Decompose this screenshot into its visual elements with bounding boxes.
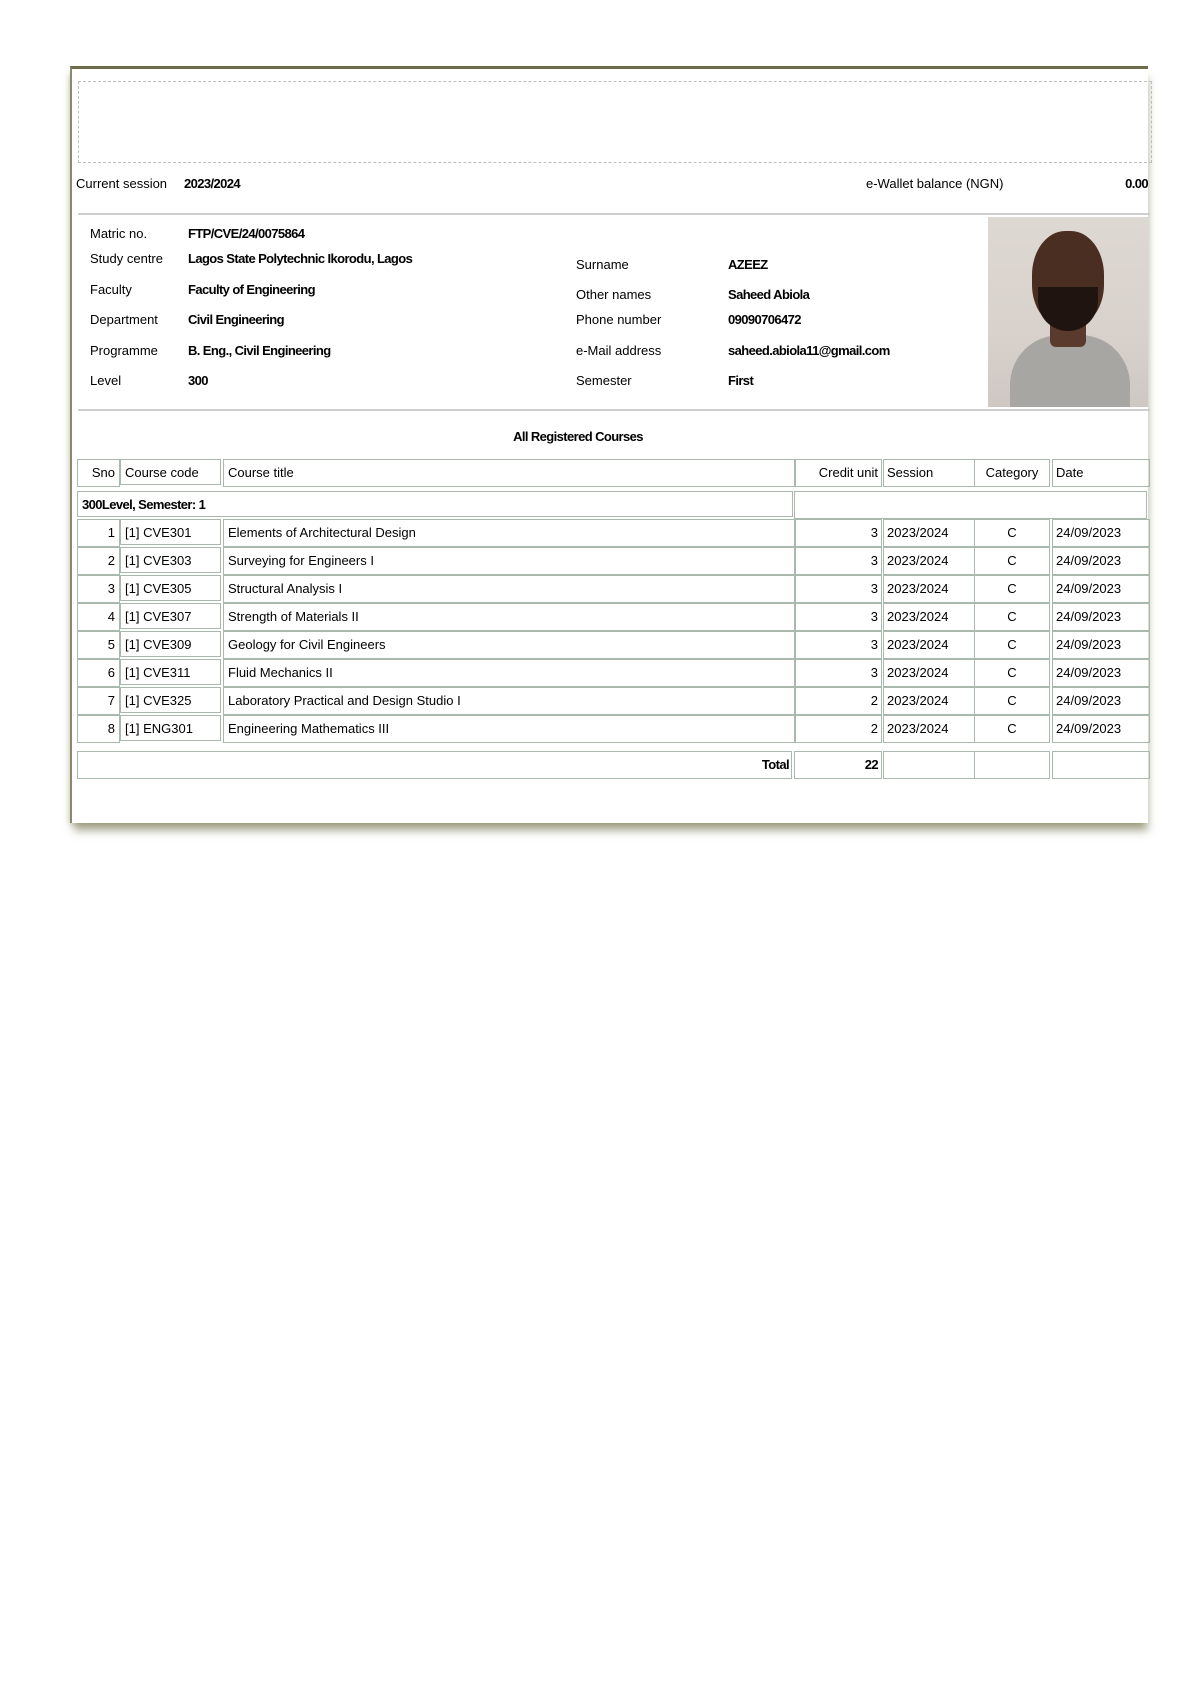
date-cell: 24/09/2023 xyxy=(1052,575,1150,603)
sno-cell: 7 xyxy=(77,687,120,715)
course-code-cell: [1] ENG301 xyxy=(120,715,221,741)
programme-label: Programme xyxy=(90,343,158,358)
credit-unit-cell: 3 xyxy=(794,603,882,631)
sno-cell: 6 xyxy=(77,659,120,687)
credit-unit-cell: 3 xyxy=(794,519,882,547)
date-cell: 24/09/2023 xyxy=(1052,547,1150,575)
session-cell: 2023/2024 xyxy=(883,575,975,603)
surname-label: Surname xyxy=(576,257,629,272)
session-cell: 2023/2024 xyxy=(883,631,975,659)
table-row xyxy=(77,519,1147,547)
course-title-cell: Fluid Mechanics II xyxy=(223,659,796,687)
sno-cell: 2 xyxy=(77,547,120,575)
header-banner xyxy=(78,81,1152,163)
sno-cell: 4 xyxy=(77,603,120,631)
table-total-row xyxy=(77,751,1147,779)
faculty-label: Faculty xyxy=(90,282,132,297)
table-header-row xyxy=(77,459,1147,487)
table-row xyxy=(77,631,1147,659)
table-row xyxy=(77,659,1147,687)
level-value: 300 xyxy=(188,373,208,388)
divider xyxy=(78,409,1150,411)
surname-value: AZEEZ xyxy=(728,257,768,272)
course-title-cell: Surveying for Engineers I xyxy=(223,547,796,575)
course-title-cell: Elements of Architectural Design xyxy=(223,519,796,547)
header-category: Category xyxy=(974,459,1050,487)
matric-label: Matric no. xyxy=(90,226,148,241)
course-code-cell: [1] CVE307 xyxy=(120,603,221,629)
course-code-cell: [1] CVE309 xyxy=(120,631,221,657)
current-session-value: 2023/2024 xyxy=(184,176,241,191)
date-cell: 24/09/2023 xyxy=(1052,687,1150,715)
table-row xyxy=(77,575,1147,603)
category-cell: C xyxy=(974,519,1050,547)
wallet-balance-value: 0.00 xyxy=(1125,176,1148,191)
date-cell: 24/09/2023 xyxy=(1052,519,1150,547)
programme-value: B. Eng., Civil Engineering xyxy=(188,343,331,358)
sno-cell: 8 xyxy=(77,715,120,743)
sno-cell: 3 xyxy=(77,575,120,603)
header-course-code: Course code xyxy=(120,459,221,485)
course-code-cell: [1] CVE301 xyxy=(120,519,221,545)
date-cell: 24/09/2023 xyxy=(1052,631,1150,659)
credit-unit-cell: 2 xyxy=(794,715,882,743)
phone-value: 09090706472 xyxy=(728,312,801,327)
course-code-cell: [1] CVE311 xyxy=(120,659,221,685)
course-registration-sheet xyxy=(70,66,1148,823)
wallet-balance-label: e-Wallet balance (NGN) xyxy=(866,176,1004,191)
header-date: Date xyxy=(1052,459,1150,487)
phone-label: Phone number xyxy=(576,312,662,327)
credit-unit-cell: 3 xyxy=(794,631,882,659)
category-cell: C xyxy=(974,631,1050,659)
date-cell: 24/09/2023 xyxy=(1052,659,1150,687)
email-value: saheed.abiola11@gmail.com xyxy=(728,343,890,358)
header-sno: Sno xyxy=(77,459,120,487)
group-label: 300Level, Semester: 1 xyxy=(77,491,793,517)
course-title-cell: Laboratory Practical and Design Studio I xyxy=(223,687,796,715)
category-cell: C xyxy=(974,603,1050,631)
course-code-cell: [1] CVE325 xyxy=(120,687,221,713)
total-empty-date xyxy=(1052,751,1150,779)
session-cell: 2023/2024 xyxy=(883,659,975,687)
header-course-title: Course title xyxy=(223,459,796,487)
credit-unit-cell: 3 xyxy=(794,575,882,603)
semester-label: Semester xyxy=(576,373,632,388)
total-value: 22 xyxy=(794,751,882,779)
header-credit-unit: Credit unit xyxy=(794,459,882,487)
category-cell: C xyxy=(974,715,1050,743)
category-cell: C xyxy=(974,575,1050,603)
total-label: Total xyxy=(77,751,792,779)
student-photo xyxy=(988,217,1148,407)
semester-value: First xyxy=(728,373,754,388)
credit-unit-cell: 2 xyxy=(794,687,882,715)
session-cell: 2023/2024 xyxy=(883,687,975,715)
course-code-cell: [1] CVE303 xyxy=(120,547,221,573)
total-empty-category xyxy=(974,751,1050,779)
date-cell: 24/09/2023 xyxy=(1052,603,1150,631)
other-names-value: Saheed Abiola xyxy=(728,287,810,302)
current-session-label: Current session xyxy=(76,176,168,191)
category-cell: C xyxy=(974,659,1050,687)
table-row xyxy=(77,715,1147,743)
date-cell: 24/09/2023 xyxy=(1052,715,1150,743)
credit-unit-cell: 3 xyxy=(794,547,882,575)
table-row xyxy=(77,603,1147,631)
level-label: Level xyxy=(90,373,122,388)
category-cell: C xyxy=(974,547,1050,575)
other-names-label: Other names xyxy=(576,287,652,302)
session-cell: 2023/2024 xyxy=(883,603,975,631)
department-value: Civil Engineering xyxy=(188,312,284,327)
table-row xyxy=(77,687,1147,715)
course-title-cell: Structural Analysis I xyxy=(223,575,796,603)
department-label: Department xyxy=(90,312,158,327)
course-title-cell: Strength of Materials II xyxy=(223,603,796,631)
category-cell: C xyxy=(974,687,1050,715)
sno-cell: 1 xyxy=(77,519,120,547)
course-code-cell: [1] CVE305 xyxy=(120,575,221,601)
table-row xyxy=(77,547,1147,575)
total-empty-session xyxy=(883,751,975,779)
credit-unit-cell: 3 xyxy=(794,659,882,687)
matric-value: FTP/CVE/24/0075864 xyxy=(188,226,305,241)
session-cell: 2023/2024 xyxy=(883,547,975,575)
session-row xyxy=(76,176,1150,196)
group-filler xyxy=(794,491,1147,519)
study-centre-value: Lagos State Polytechnic Ikorodu, Lagos xyxy=(188,251,413,266)
header-session: Session xyxy=(883,459,975,487)
sno-cell: 5 xyxy=(77,631,120,659)
table-group-row xyxy=(77,491,1147,519)
course-title-cell: Geology for Civil Engineers xyxy=(223,631,796,659)
course-title-cell: Engineering Mathematics III xyxy=(223,715,796,743)
divider xyxy=(78,213,1150,215)
study-centre-label: Study centre xyxy=(90,251,163,266)
session-cell: 2023/2024 xyxy=(883,715,975,743)
faculty-value: Faculty of Engineering xyxy=(188,282,315,297)
courses-table-title: All Registered Courses xyxy=(513,429,643,444)
session-cell: 2023/2024 xyxy=(883,519,975,547)
email-label: e-Mail address xyxy=(576,343,662,358)
